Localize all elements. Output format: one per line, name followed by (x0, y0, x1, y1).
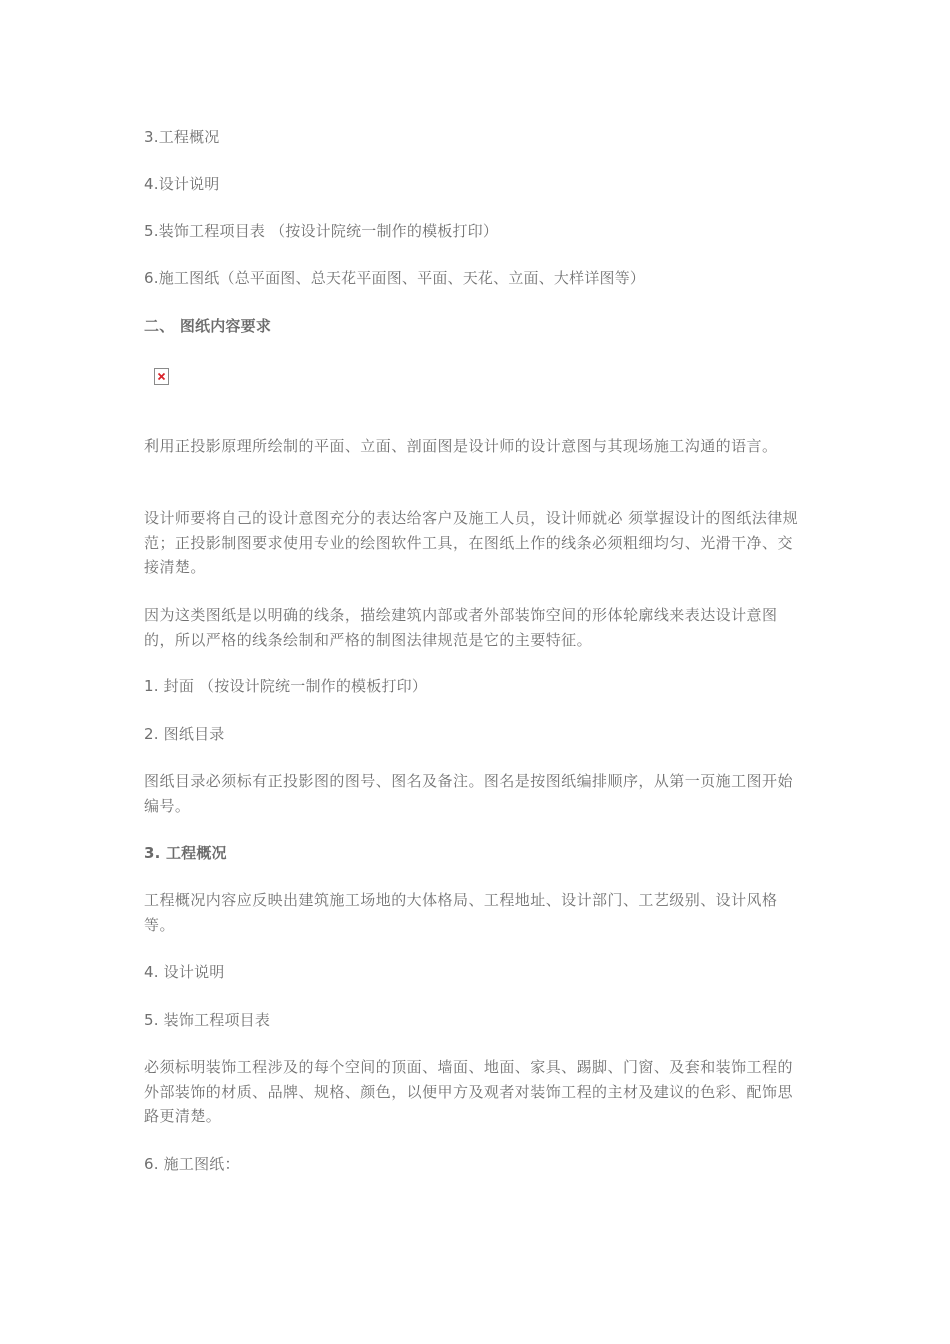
paragraph-decoration-schedule (144, 1055, 800, 1129)
item-decoration-schedule: 5.装饰工程项目表 （按设计院统一制作的模板打印） (144, 222, 499, 240)
paragraph-decoration-schedule-text: 必须标明装饰工程涉及的每个空间的顶面、墙面、地面、家具、踢脚、门窗、及套和装饰工程的外部装饰的材质、品牌、规格、颜色，以便甲方及观者对装饰工程的主材及建议的色彩、配饰思路更清楚。 (144, 1058, 793, 1125)
subitem-cover: 1. 封面 （按设计院统一制作的模板打印） (144, 677, 428, 695)
item-design-notes: 4.设计说明 (144, 175, 220, 193)
subitem-decoration-schedule: 5. 装饰工程项目表 (144, 1011, 271, 1029)
subitem-drawing-index: 2. 图纸目录 (144, 725, 225, 743)
broken-image-icon (154, 368, 169, 385)
paragraph-designer-requirements-text: 设计师要将自己的设计意图充分的表达给客户及施工人员，设计师就必 须掌握设计的图纸法律规范；正投影制图要求使用专业的绘图软件工具，在图纸上作的线条必须粗细均匀、光滑干净、交接清楚。 (144, 509, 799, 576)
paragraph-orthographic-language: 利用正投影原理所绘制的平面、立面、剖面图是设计师的设计意图与其现场施工沟通的语言。 (144, 437, 778, 455)
paragraph-project-overview: 工程概况内容应反映出建筑施工场地的大体格局、工程地址、设计部门、工艺级别、设计风格等。 (144, 891, 778, 934)
subitem-project-overview: 3. 工程概况 (144, 844, 227, 862)
paragraph-drawing-index: 图纸目录必须标有正投影图的图号、图名及备注。图名是按图纸编排顺序，从第一页施工图开始编号。 (144, 772, 793, 815)
item-project-overview: 3.工程概况 (144, 128, 220, 146)
paragraph-line-characteristics (144, 603, 800, 652)
paragraph-designer-requirements (144, 506, 800, 580)
subitem-construction-drawings: 6. 施工图纸： (144, 1155, 240, 1173)
paragraph-line-characteristics-text: 因为这类图纸是以明确的线条，描绘建筑内部或者外部装饰空间的形体轮廓线来表达设计意图的，所以严格的线条绘制和严格的制图法律规范是它的主要特征。 (144, 606, 778, 649)
subitem-design-notes: 4. 设计说明 (144, 963, 225, 981)
item-construction-drawings: 6.施工图纸（总平面图、总天花平面图、平面、天花、立面、大样详图等） (144, 269, 646, 287)
section-heading-drawing-requirements: 二、 图纸内容要求 (144, 317, 272, 335)
